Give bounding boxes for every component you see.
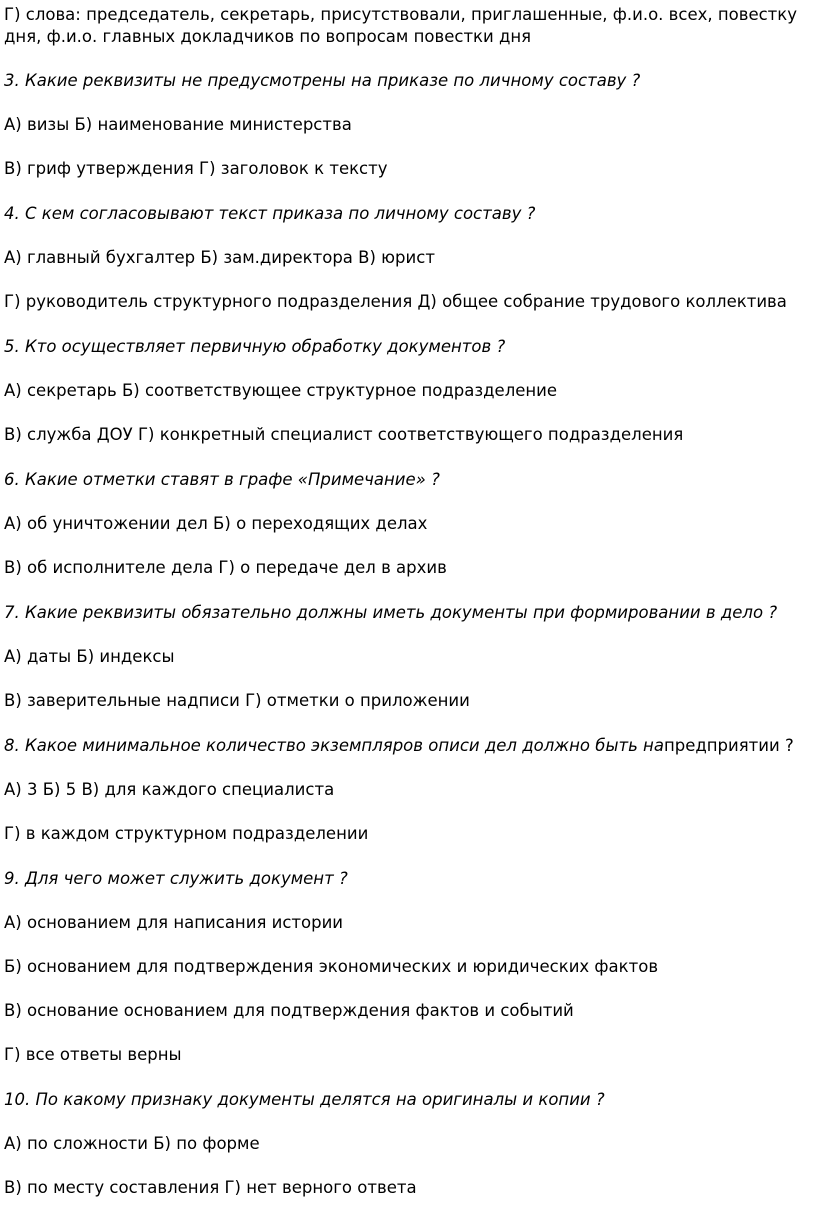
answer-10-line-1: А) по сложности Б) по форме <box>4 1134 260 1153</box>
answer-5-line-2: В) служба ДОУ Г) конкретный специалист соответствующего подразделения <box>4 425 684 444</box>
answer-4-line-1: А) главный бухгалтер Б) зам.директора В) юрист <box>4 248 435 267</box>
question-7: 7. Какие реквизиты обязательно должны иметь документы при формировании в дело ? <box>4 603 778 622</box>
answer-5-line-1: А) секретарь Б) соответствующее структурное подразделение <box>4 381 558 400</box>
answer-9-line-2: Б) основанием для подтверждения экономических и юридических фактов <box>4 957 659 976</box>
question-10: 10. По какому признаку документы делятся на оригиналы и копии ? <box>4 1090 605 1109</box>
question-8-text: 8. Какое минимальное количество экземпляров описи дел должно быть на <box>4 736 664 755</box>
question-8-tail: предприятии ? <box>663 736 794 755</box>
answer-9-line-3: В) основание основанием для подтверждения фактов и событий <box>4 1001 574 1020</box>
answer-7-line-2: В) заверительные надписи Г) отметки о приложении <box>4 691 470 710</box>
answer-10-line-2: В) по месту составления Г) нет верного ответа <box>4 1178 417 1197</box>
question-6: 6. Какие отметки ставят в графе «Примечание» ? <box>4 470 440 489</box>
intro-text: Г) слова: председатель, секретарь, присутствовали, приглашенные, ф.и.о. всех, повестку дня, ф.и.о. главных докладчиков по вопросам повестки дня <box>4 5 798 46</box>
answer-4-line-2: Г) руководитель структурного подразделения Д) общее собрание трудового коллектива <box>4 292 787 311</box>
answer-6-line-1: А) об уничтожении дел Б) о переходящих делах <box>4 514 428 533</box>
question-9: 9. Для чего может служить документ ? <box>4 869 348 888</box>
question-5: 5. Кто осуществляет первичную обработку документов ? <box>4 337 506 356</box>
answer-7-line-1: А) даты Б) индексы <box>4 647 175 666</box>
answer-9-line-1: А) основанием для написания истории <box>4 913 344 932</box>
answer-3-line-1: А) визы Б) наименование министерства <box>4 115 352 134</box>
question-4: 4. С кем согласовывают текст приказа по личному составу ? <box>4 204 536 223</box>
answer-3-line-2: В) гриф утверждения Г) заголовок к тексту <box>4 159 388 178</box>
question-8 <box>4 735 806 757</box>
answer-9-line-4: Г) все ответы верны <box>4 1045 182 1064</box>
answer-8-line-2: Г) в каждом структурном подразделении <box>4 824 369 843</box>
answer-6-line-2: В) об исполнителе дела Г) о передаче дел в архив <box>4 558 447 577</box>
question-3: 3. Какие реквизиты не предусмотрены на приказе по личному составу ? <box>4 71 641 90</box>
answer-8-line-1: А) 3 Б) 5 В) для каждого специалиста <box>4 780 335 799</box>
